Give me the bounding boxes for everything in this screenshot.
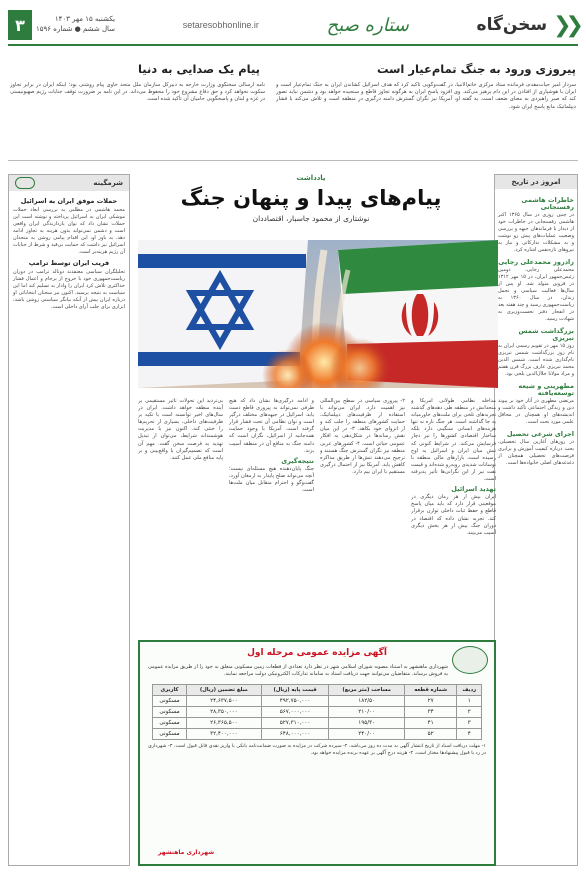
table-cell: مسکونی [153, 718, 187, 729]
masthead [8, 6, 578, 46]
article-text: و ادامه درگیری‌ها نشان داد که هیچ طرفی نمی‌تواند به پیروزی قاطع دست یابد. اسرائیل در جبهه‌های مختلف درگیر است و توان نظامی آن تحت فشار قرار گرفته است. آمریکا با وجود حمایت همه‌جانبه از اسرائیل، نگران است که دامنه جنگ به منافع آن در منطقه آسیب بزند. [229, 398, 314, 454]
history-text: در روزهای آغازین سال تحصیلی، بحث درباره کیفیت آموزش و برابری فرصت‌های تحصیلی همچنان از دغدغه‌های اصلی خانواده‌ها است. [498, 439, 574, 466]
history-heading: خاطرات هاشمی رفسنجانی [521, 196, 574, 211]
body-left: نامه ارسالی سخنگوی وزارت خارجه به دبیرکل سازمان ملل متحد حاوی پیام روشنی بود؛ اینکه ایران در برابر تجاوز سکوت نخواهد کرد و حق دفاع مشروع خود را محفوظ می‌داند. در این نامه بر ضرورت توقف جنایات رژیم صهیونیستی در غزه و لبنان و پاسخگویی حامیان آن تأکید شده است. [10, 82, 265, 103]
website-url[interactable]: setaresobhonline.ir [182, 20, 259, 30]
left-column [8, 174, 130, 866]
ad-title: آگهی مزایده عمومی مرحله اول [247, 648, 387, 658]
history-heading: مطهرینی و شیعه توسعه‌یافته [518, 382, 574, 397]
issue-line: سال ششم ● شماره ۱۵۹۶ [36, 25, 116, 33]
history-heading: اجرای شرعی تحصیل [506, 430, 574, 438]
table-cell: ۵۶۷,۰۰۰,۰۰۰ [261, 707, 329, 718]
history-heading: بزرگداشت شمس تبریزی [518, 327, 574, 342]
date-box [8, 10, 115, 40]
table-row [153, 707, 482, 718]
table-header: مساحت (متر مربع) [329, 685, 404, 696]
history-heading: زادروز محمدعلی رجایی [498, 258, 574, 266]
article-column-2 [320, 398, 405, 633]
newspaper-logo: ستاره صبح [326, 14, 409, 36]
ad-intro: شهرداری ماهنشهر به استناد مصوبه شورای اسلامی شهر در نظر دارد تعدادی از قطعات زمین مسکونی متعلق به خود را از طریق مزایده عمومی به فروش برساند. متقاضیان می‌توانند جهت دریافت اسناد به سامانه تدارکات الکترونیکی دولت مراجعه نمایند. [148, 664, 448, 677]
table-cell: ۶۴۸,۰۰۰,۰۰۰ [261, 729, 329, 740]
page-number: ۳ [8, 10, 32, 40]
article-byline: نوشتاری از محمود جاسبار، اقتصاددان [252, 214, 370, 223]
table-cell: ۲ [457, 707, 482, 718]
left-section-heading: فریب ایران توسط ترامپ [28, 259, 110, 267]
table-row [153, 718, 482, 729]
table-header: شماره قطعه [404, 685, 457, 696]
table-cell: ۴ [457, 729, 482, 740]
article-subheading: نتیجه‌گیری [281, 456, 314, 465]
table-cell: ۲۱۰/۰۰ [329, 707, 404, 718]
municipality-logo-icon [452, 646, 488, 674]
table-cell: ۲۶,۳۶۵,۵۰۰ [187, 718, 262, 729]
chevron-icon: ❮❮ [553, 12, 578, 38]
ad-table [152, 684, 482, 740]
article-body [138, 398, 496, 633]
ad-notes: ۱- مهلت دریافت اسناد از تاریخ انتشار آگهی به مدت ده روز می‌باشد. ۲- سپرده شرکت در مزایده به صورت ضمانت‌نامه بانکی یا واریز نقدی قابل قبول است. ۳- شهرداری در رد یا قبول پیشنهادها مختار است. ۴- هزینه درج آگهی بر عهده برنده مزایده خواهد بود. [148, 744, 486, 756]
table-cell: ۵۲ [404, 729, 457, 740]
article-subheading: تهدید اسرائیل [451, 485, 496, 494]
history-column-body [495, 189, 577, 874]
ad-signature: شهرداری ماهنشهر [158, 849, 215, 856]
table-cell: ۳۲,۴۰۰,۰۰۰ [187, 729, 262, 740]
table-cell: ۲۸,۳۵۰,۰۰۰ [187, 707, 262, 718]
date-line: یکشنبه ۱۵ مهر ۱۴۰۳ [54, 15, 116, 24]
history-column [494, 174, 578, 866]
left-section-heading: حملات موفق ایران به اسرائیل [20, 197, 118, 205]
flags-illustration [138, 240, 498, 388]
table-row [153, 696, 482, 707]
main-article-header [136, 174, 486, 223]
article-photo-flags-missiles [138, 240, 498, 388]
table-row [153, 729, 482, 740]
headline-left: پیام یک صدایی به دنیا [137, 62, 260, 76]
table-cell: ۱۹۵/۳۰ [329, 718, 404, 729]
article-text: ایران بیش از هر زمان دیگری در موقعیتی قرار دارد که باید میان پاسخ قاطع و حفظ ثبات داخلی توازن برقرار کند. تجربه نشان داده که اقتصاد در دوران جنگ بیش از هر بخش دیگری آسیب می‌بیند. [411, 494, 496, 536]
table-cell: ۴۱ [404, 718, 457, 729]
article-text: بی‌تردید این تحولات تأثیر مستقیمی بر آینده منطقه خواهد داشت. ایران در سال‌های اخیر توانسته است با تکیه بر ظرفیت‌های داخلی، بسیاری از تحریم‌ها را خنثی کند. اکنون نیز با مدیریت هوشمندانه شرایط، می‌توان از تبدیل تهدید به فرصت سخن گفت. مهم آن است که تصمیم‌گیران با واقع‌بینی و بر پایه منافع ملی عمل کنند. [138, 398, 223, 461]
table-cell: ۱ [457, 696, 482, 707]
table-cell: ۳ [457, 718, 482, 729]
article-title: پیام‌های پیدا و پنهان جنگ [180, 186, 442, 210]
history-text: در چنین روزی در سال ۱۳۶۵ اکبر هاشمی رفسنجانی در خاطرات خود از دیدار با فرماندهان جبهه و بررسی وضعیت عملیات‌های پیش رو نوشت و به مشکلات تدارکاتی و نیاز به نیروهای تازه‌نفس اشاره کرد. [498, 212, 574, 253]
table-cell: ۳۴ [404, 707, 457, 718]
column-logo-icon [15, 177, 35, 189]
table-cell: ۲۴,۶۳۷,۵۰۰ [187, 696, 262, 707]
table-cell: ۴۹۲,۷۵۰,۰۰۰ [261, 696, 329, 707]
history-text: مرتضی مطهری در آثار خود بر پیوند دین و زندگی اجتماعی تأکید داشت و اندیشه‌های او همچنان در محافل علمی مورد بحث است. [498, 398, 574, 425]
article-text: مداخله نظامی طولانی آمریکا و متحدانش در منطقه طی دهه‌های گذشته تجربه‌های تلخی برای ملت‌های خاورمیانه به جا گذاشته است. هر جنگ تازه نه تنها هزینه‌های انسانی سنگینی دارد بلکه ساختار اقتصادی کشورها را نیز دچار فرسایش می‌کند. در شرایط کنونی که تنش میان ایران و اسرائیل به اوج رسیده است، بازارهای مالی منطقه با نوسانات شدیدی روبه‌رو شده‌اند و قیمت نفت نیز از این نگرانی‌ها تأثیر پذیرفته است. [411, 398, 496, 483]
left-section-text: تحلیلگران سیاسی معتقدند دونالد ترامپ در دوران ریاست‌جمهوری خود با خروج از برجام و اعمال فشار حداکثری تلاش کرد ایران را وادار به تسلیم کند اما این سیاست به نتیجه نرسید. اکنون نیز سخنان انتخاباتی او درباره ایران بیش از آنکه بیانگر سیاستی روشن باشد، ابزاری برای جلب آرای داخلی است. [13, 269, 125, 310]
history-column-title: امروز در تاریخ [495, 175, 577, 189]
table-cell: ۲۴۰/۰۰ [329, 729, 404, 740]
table-header: مبلغ تضمین (ریال) [187, 685, 262, 696]
table-cell: ۲۷ [404, 696, 457, 707]
left-section-text: محمد هاشمی در مطلبی به بررسی ابعاد حملات موشکی ایران به اسرائیل پرداخته و نوشته است این حملات نشان داد که توان بازدارندگی ایران واقعی است و دشمن نمی‌تواند بدون هزینه به تجاوز ادامه دهد. به باور او، این اقدام پیامی روشن به متحدان اسرائیل نیز داشت که حمایت بی‌قید و شرط از جنایات آن رژیم هزینه‌بر است. [13, 207, 125, 255]
article-text: جنگ پایان‌دهنده هیچ مسئله‌ای نیست؛ آنچه می‌تواند صلح پایدار به ارمغان آورد، گفت‌وگو و احترام متقابل میان ملت‌ها است. [229, 465, 314, 494]
history-text: محمدعلی رجایی، دومین رئیس‌جمهور ایران، در ۱۵ مهر ۱۳۱۲ در قزوین متولد شد. او پس از سال‌ها فعالیت سیاسی و تحمل زندان، در سال ۱۳۶۰ به ریاست‌جمهوری رسید و چند هفته بعد در انفجار دفتر نخست‌وزیری به شهادت رسید. [498, 267, 574, 322]
article-text: ۲- پیروزی سیاسی در سطح بین‌المللی نیز اهمیت دارد. ایران می‌تواند با استفاده از ظرفیت‌های دیپلماتیک، حمایت کشورهای منطقه را جلب کند و از انزوای خود بکاهد. ۳- در این میان نقش رسانه‌ها در شکل‌دهی به افکار عمومی حیاتی است. ۴- کشورهای عربی منطقه نیز نگران گسترش جنگ هستند و ترجیح می‌دهند تنش‌ها از طریق مذاکره کاهش یابد. آمریکا نیز از احتمال درگیری مستقیم با ایران بیم دارد. [320, 398, 405, 475]
article-column-4 [138, 398, 223, 633]
left-column-header [9, 175, 129, 191]
article-column-1 [411, 398, 496, 633]
table-header: ردیف [457, 685, 482, 696]
table-cell: ۱۸۲/۵۰ [329, 696, 404, 707]
article-column-3 [229, 398, 314, 633]
divider [8, 160, 578, 161]
headline-right: پیروزی ورود به جنگ تمام‌عیار است [376, 62, 576, 76]
section-title [477, 13, 578, 38]
table-header: کاربری [153, 685, 187, 696]
table-header-row [153, 685, 482, 696]
table-cell: مسکونی [153, 696, 187, 707]
history-text: روز ۱۵ مهر در تقویم رسمی ایران به نام روز بزرگداشت شمس تبریزی نام‌گذاری شده است. شمس الدین محمد تبریزی عارف بزرگ قرن هفتم و مراد مولانا جلال‌الدین بلخی بود. [498, 343, 574, 377]
left-column-body [9, 191, 129, 874]
left-column-title: شرمگینه [93, 179, 123, 187]
table-cell: مسکونی [153, 729, 187, 740]
article-kicker: یادداشت [296, 174, 326, 182]
table-cell: مسکونی [153, 707, 187, 718]
body-right: سردار امیر حیات‌مقدم، فرمانده ستاد مرکزی خاتم‌الانبیا، در گفت‌وگویی تأکید کرد که هدف اسرائیل کشاندن ایران به جنگ تمام‌عیار است و ایران با هوشیاری از افتادن در این دام پرهیز می‌کند. وی افزود پاسخ ایران به هرگونه تجاوز قاطع و سنجیده خواهد بود و دشمن نباید تصور کند که صبر راهبردی به معنای ضعف است. به گفته او، آمریکا نیز نگران گسترش دامنه درگیری در منطقه است و تلاش می‌کند با فشار دیپلماتیک مانع پاسخ ایران شود. [276, 82, 576, 110]
table-header: قیمت پایه (ریال) [261, 685, 329, 696]
auction-advertisement [138, 640, 496, 866]
section-label: سخن‌گاه [476, 15, 548, 35]
table-cell: ۵۲۷,۳۱۰,۰۰۰ [261, 718, 329, 729]
